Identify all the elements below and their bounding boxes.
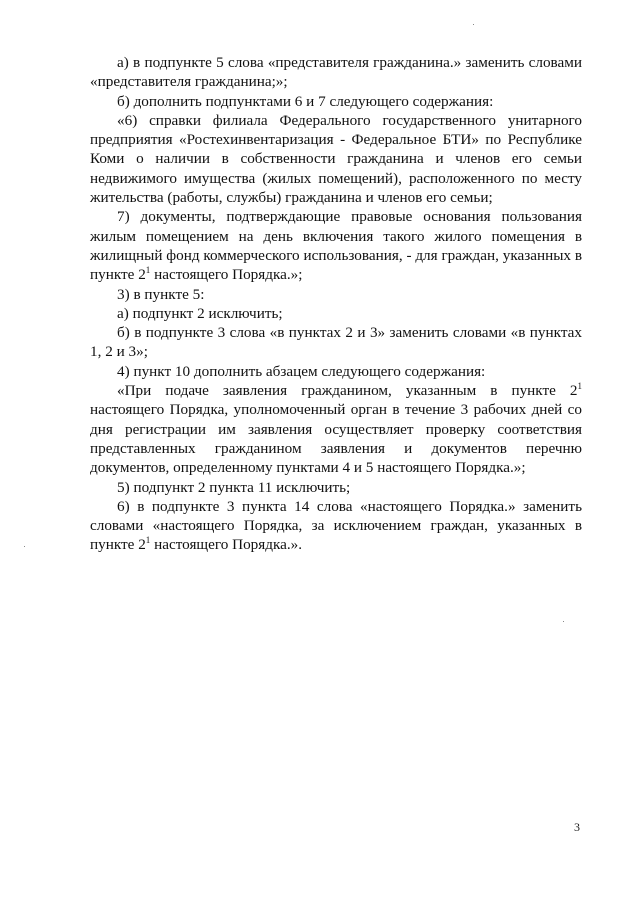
- paragraph-text: 4) пункт 10 дополнить абзацем следующего содержания:: [117, 362, 486, 380]
- paragraph-text: б) дополнить подпунктами 6 и 7 следующего содержания:: [117, 92, 494, 110]
- paragraph-text: «При подаче заявления гражданином, указанным в пункте 2: [117, 382, 578, 400]
- superscript-1: 1: [577, 381, 582, 392]
- page-number: 3: [574, 820, 580, 834]
- paragraph-11: [90, 497, 582, 555]
- scan-speck: [473, 24, 474, 25]
- paragraph-3: [90, 111, 582, 207]
- paragraph-text: настоящего Порядка.».: [150, 536, 303, 554]
- paragraph-7: [90, 323, 582, 362]
- paragraph-6: [90, 304, 582, 323]
- paragraph-text: настоящего Порядка, уполномоченный орган в течение 3 рабочих дней со дня регистрации им заявления осуществляет проверку соответствия представленных гражданином заявления и документов перечню документов, определенному пунктами 4 и 5 настоящего Порядка.»;: [90, 401, 582, 477]
- document-body: [90, 53, 582, 555]
- paragraph-text: 6) в подпункте 3 пункта 14 слова «настоящего Порядка.» заменить словами «настоящего Порядка, за исключением граждан, указанных в пункте 2: [90, 497, 582, 554]
- superscript-1: 1: [145, 535, 151, 546]
- paragraph-4: [90, 207, 582, 284]
- paragraph-9: [90, 381, 582, 477]
- paragraph-5: [90, 285, 582, 304]
- paragraph-8: [90, 362, 582, 381]
- superscript-1: 1: [145, 265, 151, 276]
- scan-speck: [563, 621, 564, 622]
- scan-speck: [24, 546, 25, 547]
- paragraph-2: [90, 92, 582, 111]
- paragraph-text: б) в подпункте 3 слова «в пунктах 2 и 3» заменить словами «в пунктах 1, 2 и 3»;: [90, 324, 582, 361]
- paragraph-text: настоящего Порядка.»;: [150, 266, 303, 284]
- paragraph-text: а) подпункт 2 исключить;: [117, 304, 283, 322]
- paragraph-text: 7) документы, подтверждающие правовые основания пользования жилым помещением на день включения такого жилого помещения в жилищный фонд коммерческого использования, - для граждан, указанных в пункте 2: [90, 208, 582, 284]
- paragraph-text: «6) справки филиала Федерального государственного унитарного предприятия «Ростехинвентаризация - Федеральное БТИ» по Республике Коми о наличии в собственности гражданина и членов его семьи недвижимого имущества (жилых помещений), расположенного по месту жительства (работы, службы) гражданина и членов его семьи;: [90, 111, 582, 207]
- paragraph-text: 3) в пункте 5:: [117, 285, 205, 303]
- paragraph-text: 5) подпункт 2 пункта 11 исключить;: [117, 478, 351, 496]
- paragraph-text: а) в подпункте 5 слова «представителя гражданина.» заменить словами «представителя гражданина;»;: [90, 54, 582, 91]
- paragraph-1: [90, 53, 582, 92]
- paragraph-10: [90, 478, 582, 497]
